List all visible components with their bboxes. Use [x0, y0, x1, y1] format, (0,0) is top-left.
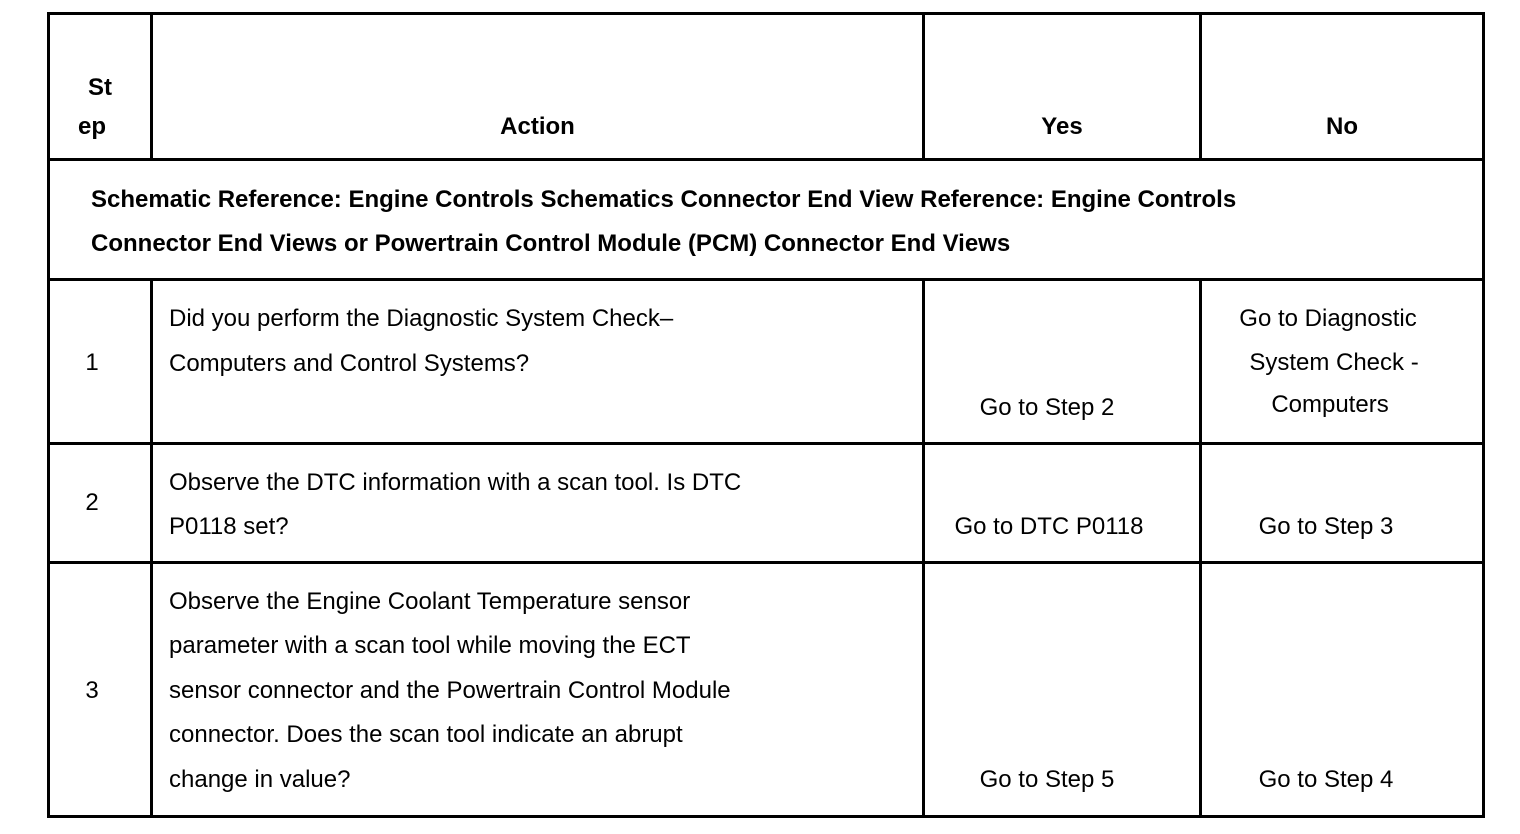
- table-row-3-action-line1: Observe the Engine Coolant Temperature sensor: [169, 588, 691, 615]
- table-row-1-no-line1: Go to Diagnostic: [1239, 305, 1417, 332]
- row1-divider: [47, 442, 1485, 445]
- table-row-1-action-line2: Computers and Control Systems?: [169, 350, 530, 377]
- header-no: No: [1326, 113, 1358, 140]
- header-action: Action: [500, 113, 575, 140]
- table-row-3-step: 3: [85, 677, 99, 704]
- table-row-2-step: 2: [85, 489, 99, 516]
- table-row-3-action-line3: sensor connector and the Powertrain Control Module: [169, 677, 731, 704]
- table-row-1-yes: Go to Step 2: [979, 394, 1115, 421]
- schematic-reference-line2: Connector End Views or Powertrain Control Module (PCM) Connector End Views: [91, 230, 1011, 257]
- table-border-right: [1482, 12, 1485, 818]
- header-step-line2: ep: [77, 113, 106, 140]
- reference-divider: [47, 278, 1485, 281]
- table-border-bottom: [47, 815, 1485, 818]
- table-row-2-no: Go to Step 3: [1258, 513, 1394, 540]
- row2-divider: [47, 561, 1485, 564]
- table-row-3-action-line2: parameter with a scan tool while moving the ECT: [169, 632, 691, 659]
- table-row-1-no-line2: System Check -: [1249, 349, 1419, 376]
- table-row-3-action-line4: connector. Does the scan tool indicate an abrupt: [169, 721, 683, 748]
- table-border-top: [47, 12, 1485, 15]
- table-row-2-action-line1: Observe the DTC information with a scan tool. Is DTC: [169, 469, 742, 496]
- table-row-1-no-line3: Computers: [1271, 391, 1389, 418]
- table-row-2-yes: Go to DTC P0118: [954, 513, 1144, 540]
- header-divider: [47, 158, 1485, 161]
- col-divider-step: [150, 278, 153, 818]
- table-row-1-step: 1: [85, 349, 99, 376]
- header-yes: Yes: [1041, 113, 1083, 140]
- table-row-3-no: Go to Step 4: [1258, 766, 1394, 793]
- schematic-reference-line1: Schematic Reference: Engine Controls Schematics Connector End View Reference: Engine Controls: [91, 186, 1237, 213]
- table-row-3-action-line5: change in value?: [169, 766, 351, 793]
- table-row-3-yes: Go to Step 5: [979, 766, 1115, 793]
- table-row-1-action-line1: Did you perform the Diagnostic System Check–: [169, 305, 674, 332]
- table-row-2-action-line2: P0118 set?: [169, 513, 289, 540]
- header-step-line1: St: [88, 74, 112, 101]
